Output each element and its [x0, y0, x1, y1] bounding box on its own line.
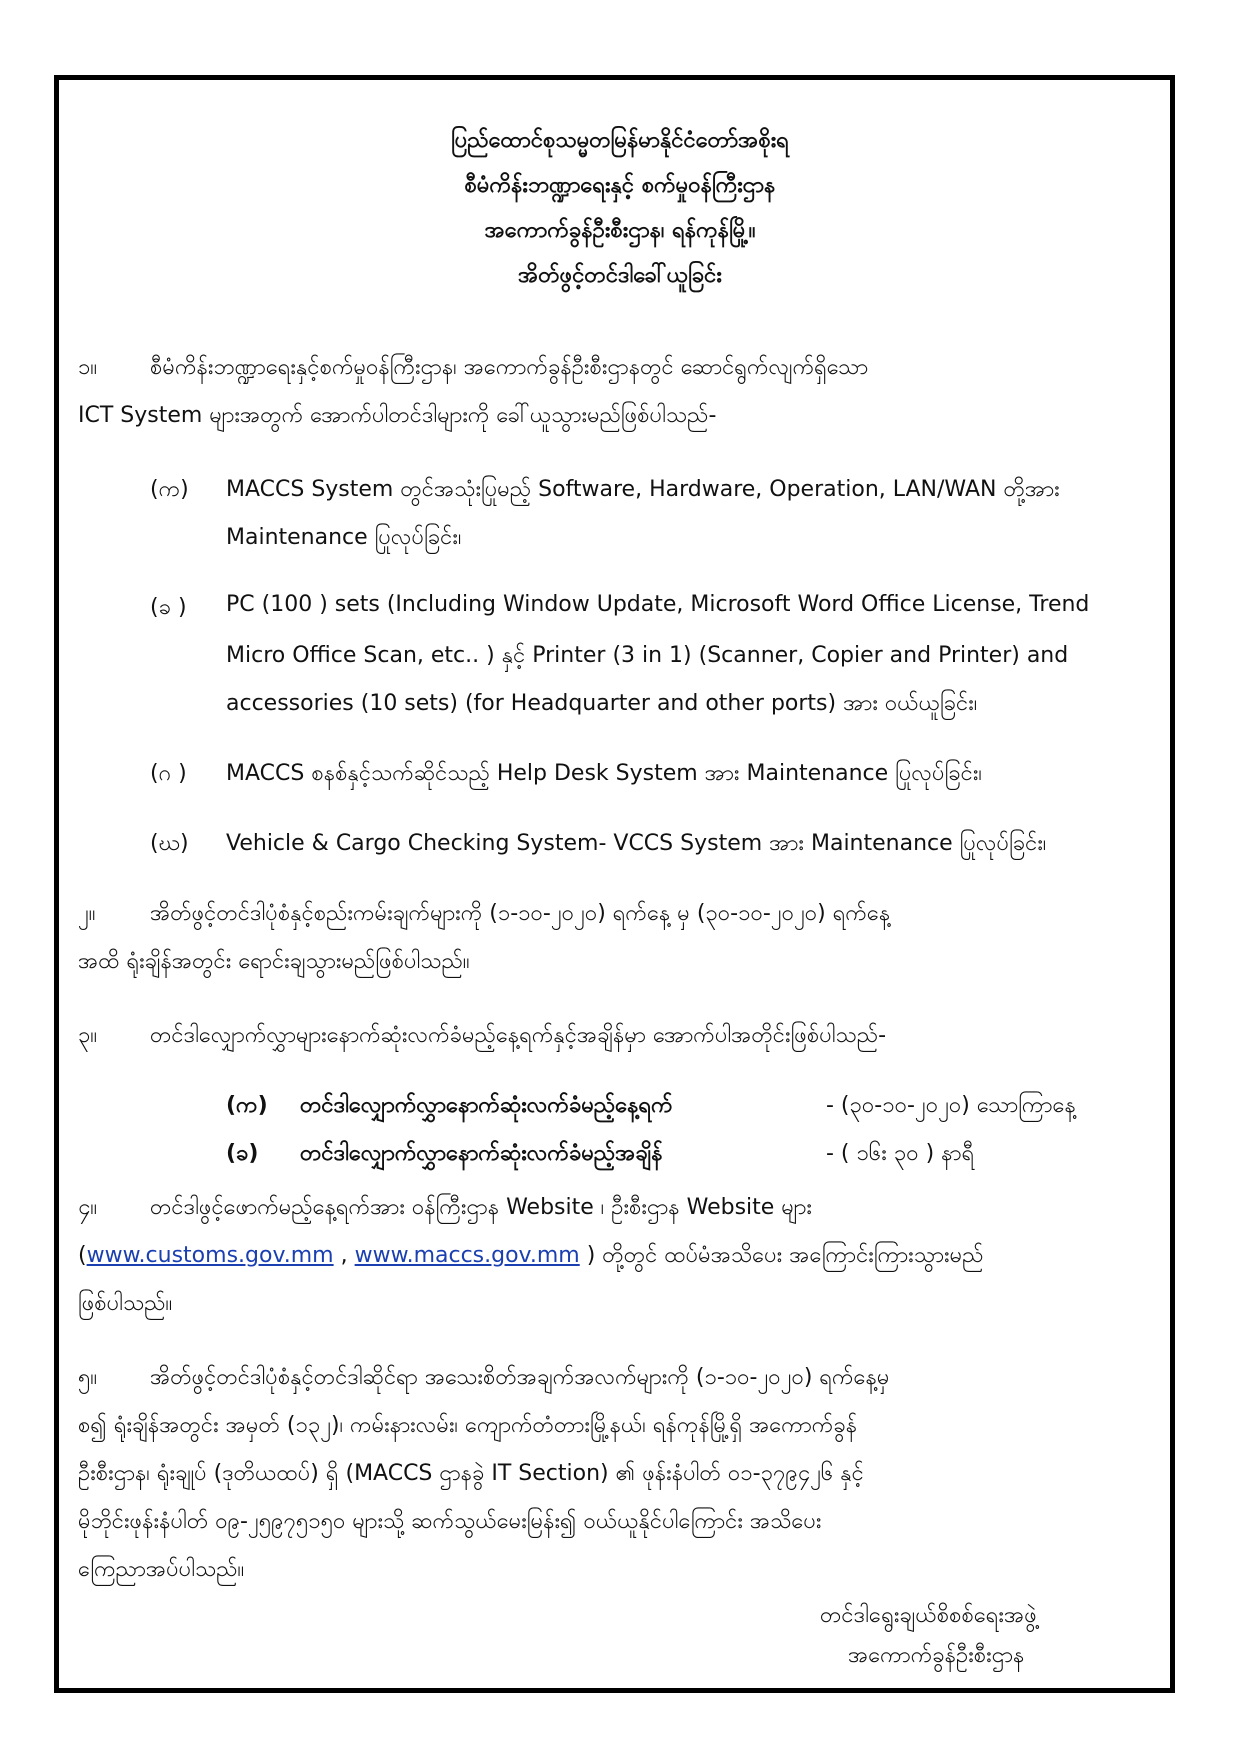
item-d-line1: Vehicle & Cargo Checking System- VCCS System အား Maintenance ပြုလုပ်ခြင်း၊	[226, 831, 1047, 856]
item-b-label: (ခ )	[150, 595, 187, 620]
para5-number: ၅။	[78, 1365, 98, 1390]
para5-line1: အိတ်ဖွင့်တင်ဒါပုံစံနှင့်တင်ဒါဆိုင်ရာ အသေးစိတ်အချက်အလက်များကို (၁-၁၀-၂၀၂၀) ရက်နေ့မှ	[150, 1365, 890, 1390]
deadline-a-label: (က)	[226, 1093, 268, 1118]
para1-line2: ICT System များအတွက် အောက်ပါတင်ဒါများကို ခေါ်ယူသွားမည်ဖြစ်ပါသည်-	[78, 403, 717, 428]
deadline-b-label: (ခ)	[226, 1141, 259, 1166]
item-b-line2: Micro Office Scan, etc.. ) နှင့် Printer (3 in 1) (Scanner, Copier and Printer) and	[226, 643, 1069, 668]
item-a-line1: MACCS System တွင်အသုံးပြုမည့် Software, Hardware, Operation, LAN/WAN တို့အား	[226, 477, 1060, 502]
deadline-b-text: တင်ဒါလျှောက်လွှာနောက်ဆုံးလက်ခံမည့်အချိန်	[300, 1141, 663, 1166]
para3-number: ၃။	[78, 1023, 98, 1048]
para4-line1: တင်ဒါဖွင့်ဖောက်မည့်နေ့ရက်အား ဝန်ကြီးဌာန Website ၊ ဦးစီးဌာန Website များ	[150, 1195, 812, 1220]
item-c-line1: MACCS စနစ်နှင့်သက်ဆိုင်သည့် Help Desk System အား Maintenance ပြုလုပ်ခြင်း၊	[226, 761, 982, 786]
item-b-line3: accessories (10 sets) (for Headquarter and other ports) အား ဝယ်ယူခြင်း၊	[226, 691, 978, 716]
para2-number: ၂။	[78, 901, 96, 926]
header-government: ပြည်ထောင်စုသမ္မတမြန်မာနိုင်ငံတော်အစိုးရ	[451, 128, 789, 153]
para5-line2: စ၍ ရုံးချိန်အတွင်း အမှတ် (၁၃၂)၊ ကမ်းနားလမ်း၊ ကျောက်တံတားမြို့နယ်၊ ရန်ကုန်မြို့ရှိ အကောက်ခွန်	[78, 1413, 858, 1438]
para4-open-paren: (	[78, 1243, 87, 1268]
deadline-b-value: - ( ၁၆း ၃၀ ) နာရီ	[826, 1141, 975, 1166]
customs-website-link[interactable]: www.customs.gov.mm	[86, 1243, 334, 1268]
para2-line1: အိတ်ဖွင့်တင်ဒါပုံစံနှင့်စည်းကမ်းချက်များကို (၁-၁၀-၂၀၂၀) ရက်နေ့ မှ (၃၀-၁၀-၂၀၂၀) ရက်နေ့	[150, 901, 891, 926]
para5-line5: ကြေညာအပ်ပါသည်။	[78, 1557, 245, 1582]
para2-line2: အထိ ရုံးချိန်အတွင်း ရောင်းချသွားမည်ဖြစ်ပါသည်။	[78, 949, 470, 974]
deadline-a-value: - (၃၀-၁၀-၂၀၂၀) သောကြာနေ့	[826, 1093, 1076, 1118]
item-a-label: (က)	[150, 477, 189, 502]
para3-line1: တင်ဒါလျှောက်လွှာများနောက်ဆုံးလက်ခံမည့်နေ့ရက်နှင့်အချိန်မှာ အောက်ပါအတိုင်းဖြစ်ပါသည်-	[150, 1023, 887, 1048]
item-a-line2: Maintenance ပြုလုပ်ခြင်း၊	[226, 525, 462, 550]
item-b-line1: PC (100 ) sets (Including Window Update, Microsoft Word Office License, Trend	[226, 592, 1090, 617]
maccs-website-link[interactable]: www.maccs.gov.mm	[354, 1243, 580, 1268]
header-title: အိတ်ဖွင့်တင်ဒါခေါ်ယူခြင်း	[518, 263, 722, 288]
para1-number: ၁။	[78, 355, 98, 380]
para4-line2	[78, 1240, 983, 1273]
para4-separator: ,	[333, 1243, 355, 1268]
para5-line4: မိုဘိုင်းဖုန်းနံပါတ် ၀၉-၂၅၉၇၅၁၅၀ များသို့ ဆက်သွယ်မေးမြန်း၍ ဝယ်ယူနိုင်ပါကြောင်း အသိပေး	[78, 1509, 822, 1534]
page-border	[54, 75, 1175, 1693]
signature-committee: တင်ဒါရွေးချယ်စိစစ်ရေးအဖွဲ့	[820, 1603, 1037, 1628]
header-ministry: စီမံကိန်းဘဏ္ဍာရေးနှင့် စက်မှုဝန်ကြီးဌာန	[464, 173, 776, 198]
para5-line3: ဦးစီးဌာန၊ ရုံးချုပ် (ဒုတိယထပ်) ရှိ (MACCS ဌာနခွဲ IT Section) ၏ ဖုန်းနံပါတ် ၀၁-၃၇၉၄၂၆ နှင့်	[78, 1461, 864, 1486]
header-department: အကောက်ခွန်ဦးစီးဌာန၊ ရန်ကုန်မြို့။	[484, 218, 756, 243]
item-c-label: (ဂ )	[150, 761, 187, 786]
signature-department: အကောက်ခွန်ဦးစီးဌာန	[848, 1643, 1025, 1668]
para4-line3: ဖြစ်ပါသည်။	[78, 1291, 173, 1316]
para4-line2-rest: ) တို့တွင် ထပ်မံအသိပေး အကြောင်းကြားသွားမည်	[579, 1243, 984, 1268]
para1-line1: စီမံကိန်းဘဏ္ဍာရေးနှင့်စက်မှုဝန်ကြီးဌာန၊ အကောက်ခွန်ဦးစီးဌာနတွင် ဆောင်ရွက်လျက်ရှိသော	[150, 355, 869, 380]
para4-number: ၄။	[78, 1195, 98, 1220]
item-d-label: (ဃ)	[150, 831, 189, 856]
deadline-a-text: တင်ဒါလျှောက်လွှာနောက်ဆုံးလက်ခံမည့်နေ့ရက်	[300, 1093, 673, 1118]
